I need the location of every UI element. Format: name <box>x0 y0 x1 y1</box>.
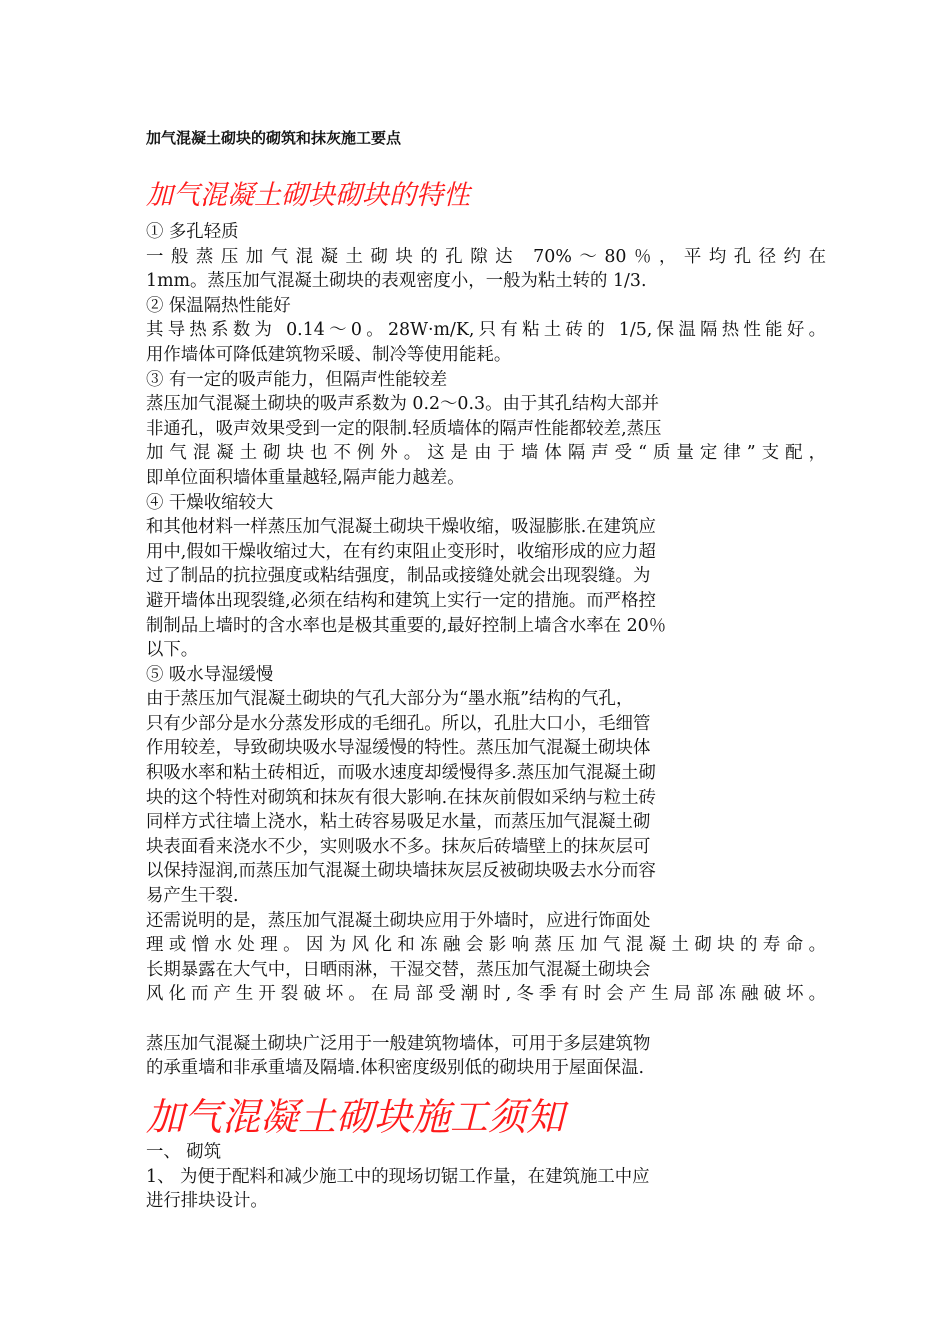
text-line: 用作墙体可降低建筑物采暖、制冷等使用能耗。 <box>146 344 512 365</box>
text-line: 作用较差，导致砌块吸水导湿缓慢的特性。蒸压加气混凝土砌块体 <box>146 738 651 759</box>
text-line: 避开墙体出现裂缝,必须在结构和建筑上实行一定的措施。而严格控 <box>146 590 656 611</box>
text-line: ③ 有一定的吸声能力，但隔声性能较差 <box>146 369 448 390</box>
text-line: 同样方式往墙上浇水，粘土砖容易吸足水量，而蒸压加气混凝土砌 <box>146 812 651 833</box>
text-line: 由于蒸压加气混凝土砌块的气孔大部分为“墨水瓶”结构的气孔， <box>146 689 634 710</box>
text-line: 用中,假如干燥收缩过大，在有约束阻止变形时，收缩形成的应力超 <box>146 541 656 562</box>
text-line: 过了制品的抗拉强度或粘结强度，制品或接缝处就会出现裂缝。为 <box>146 566 651 587</box>
document-title: 加气混凝土砌块的砌筑和抹灰施工要点 <box>146 129 402 147</box>
text-line: 以下。 <box>146 640 199 661</box>
blank-line <box>146 1007 826 1032</box>
text-line: 即单位面积墙体重量越轻,隔声能力越差。 <box>146 467 465 488</box>
text-line: 非通孔，吸声效果受到一定的限制.轻质墙体的隔声性能都较差,蒸压 <box>146 418 662 439</box>
text-line: ② 保温隔热性能好 <box>146 295 291 316</box>
text-line: 蒸压加气混凝土砌块广泛用于一般建筑物墙体，可用于多层建筑物 <box>146 1033 651 1054</box>
text-line: 还需说明的是，蒸压加气混凝土砌块应用于外墙时，应进行饰面处 <box>146 910 651 931</box>
text-line: 1mm。蒸压加气混凝土砌块的表观密度小，一般为粘土转的 1/3. <box>146 271 647 292</box>
text-line: 积吸水率和粘土砖相近，而吸水速度却缓慢得多.蒸压加气混凝土砌 <box>146 763 656 784</box>
text-line: 和其他材料一样蒸压加气混凝土砌块干燥收缩，吸湿膨胀.在建筑应 <box>146 517 656 538</box>
text-line: ⑤ 吸水导湿缓慢 <box>146 664 274 685</box>
text-line: 长期暴露在大气中，日晒雨淋，干湿交替，蒸压加气混凝土砌块会 <box>146 959 651 980</box>
text-line: 进行排块设计。 <box>146 1191 268 1212</box>
text-line: 的承重墙和非承重墙及隔墙.体积密度级别低的砌块用于屋面保温. <box>146 1058 644 1079</box>
text-line: 其导热系数为 0.14～0。28W·m/K,只有粘土砖的 1/5,保温隔热性能好。 <box>146 320 826 341</box>
text-line: 加气混凝土砌块也不例外。这是由于墙体隔声受“质量定律”支配， <box>146 443 826 464</box>
text-line: 制制品上墙时的含水率也是极其重要的,最好控制上墙含水率在 20％ <box>146 615 667 636</box>
text-line: 块表面看来浇水不少，实则吸水不多。抹灰后砖墙壁上的抹灰层可 <box>146 836 651 857</box>
text-line: 易产生干裂. <box>146 886 239 907</box>
text-line: 以保持湿润,而蒸压加气混凝土砌块墙抹灰层反被砌块吸去水分而容 <box>146 861 656 882</box>
section-body-properties <box>146 220 826 1081</box>
text-line: ④ 干燥收缩较大 <box>146 492 274 513</box>
text-line: 蒸压加气混凝土砌块的吸声系数为 0.2～0.3。由于其孔结构大部并 <box>146 394 660 415</box>
text-line: 理或憎水处理。因为风化和冻融会影响蒸压加气混凝土砌块的寿命。 <box>146 935 826 956</box>
section-heading-construction: 加气混凝土砌块施工须知 <box>146 1095 565 1139</box>
text-line: 只有少部分是水分蒸发形成的毛细孔。所以，孔肚大口小，毛细管 <box>146 713 651 734</box>
section-body-construction <box>146 1140 826 1214</box>
text-line: 风化而产生开裂破坏。在局部受潮时,冬季有时会产生局部冻融破坏。 <box>146 984 826 1005</box>
text-line: 一、 砌筑 <box>146 1142 222 1162</box>
text-line: 一般蒸压加气混凝土砌块的孔隙达 70%～80％，平均孔径约在 <box>146 246 826 267</box>
text-line: 块的这个特性对砌筑和抹灰有很大影响.在抹灰前假如采纳与粒土砖 <box>146 787 656 808</box>
text-line: 1、 为便于配料和减少施工中的现场切锯工作量，在建筑施工中应 <box>146 1166 650 1187</box>
section-heading-properties: 加气混凝土砌块砌块的特性 <box>146 180 470 211</box>
text-line: ① 多孔轻质 <box>146 222 239 242</box>
